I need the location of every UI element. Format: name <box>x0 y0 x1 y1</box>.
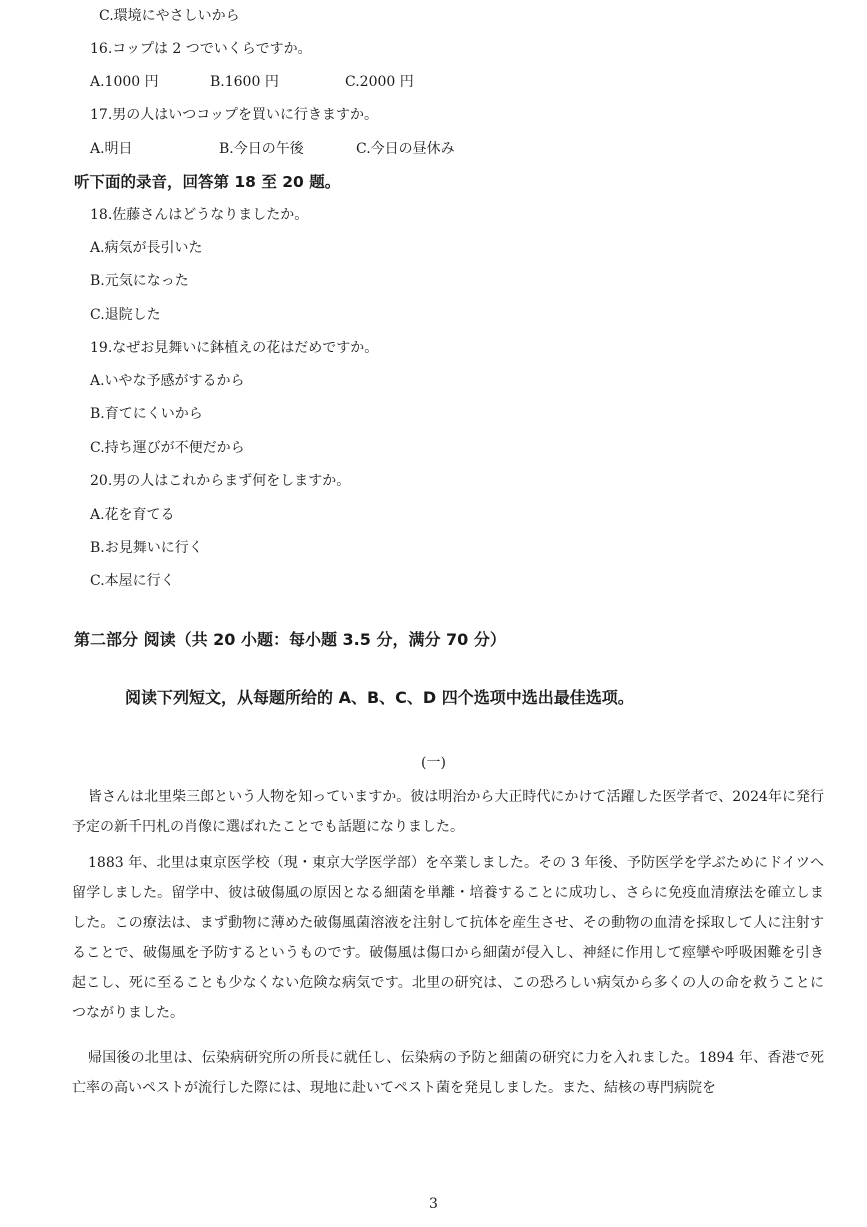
q18-option-c: C.退院した <box>90 307 161 323</box>
q18-stem: 18.佐藤さんはどうなりましたか。 <box>90 207 309 223</box>
q20-option-a: A.花を育てる <box>90 507 175 523</box>
passage-number: (一) <box>421 755 446 771</box>
q16-option-c: C.2000 円 <box>345 74 414 90</box>
paragraph-3: 帰国後の北里は、伝染病研究所の所長に就任し、伝染病の予防と細菌の研究に力を入れました。1894 年、香港で死亡率の高いペストが流行した際には、現地に赴いてペスト菌を発見しました。また、結核の専門病院を <box>72 1050 824 1096</box>
q15-option-c: C.環境にやさしいから <box>99 8 240 24</box>
q16-option-a: A.1000 円 <box>90 74 159 90</box>
q18-option-a: A.病気が長引いた <box>90 240 203 256</box>
q20-stem: 20.男の人はこれからまず何をしますか。 <box>90 473 351 489</box>
section-title: 第二部分 阅读（共 20 小题：每小题 3.5 分，满分 70 分） <box>74 630 506 649</box>
q17-option-c: C.今日の昼休み <box>356 141 455 157</box>
q19-option-c: C.持ち運びが不便だから <box>90 440 245 456</box>
paragraph-1: 皆さんは北里柴三郎という人物を知っていますか。彼は明治から大正時代にかけて活躍した医学者で、2024年に発行予定の新千円札の肖像に選ばれたことでも話題になりました。 <box>72 789 824 835</box>
paragraph-2: 1883 年、北里は東京医学校（現・東京大学医学部）を卒業しました。その 3 年後、予防医学を学ぶためにドイツへ留学しました。留学中、彼は破傷風の原因となる細菌を単離・培養することに成功し、さらに免疫血清療法を確立しました。この療法は、まず動物に薄めた破傷風菌溶液を注射して抗体を産生させ、その動物の血清を採取して人に注射することで、破傷風を予防するというものです。破傷風は傷口から細菌が侵入し、神経に作用して痙攣や呼吸困難を引き起こし、死に至ることも少なくない危険な病気です。北里の研究は、この恐ろしい病気から多くの人の命を救うことにつながりました。 <box>72 855 824 1021</box>
q17-stem: 17.男の人はいつコップを買いに行きますか。 <box>90 107 378 123</box>
q19-option-b: B.育てにくいから <box>90 406 203 422</box>
q20-option-b: B.お見舞いに行く <box>90 540 203 556</box>
page-number: 3 <box>429 1196 438 1212</box>
q16-option-b: B.1600 円 <box>210 74 279 90</box>
instruction-18-20: 听下面的录音，回答第 18 至 20 题。 <box>74 173 341 191</box>
q17-option-b: B.今日の午後 <box>219 141 304 157</box>
q20-option-c: C.本屋に行く <box>90 573 175 589</box>
q16-stem: 16.コップは 2 つでいくらですか。 <box>90 41 312 57</box>
q19-stem: 19.なぜお見舞いに鉢植えの花はだめですか。 <box>90 340 379 356</box>
q18-option-b: B.元気になった <box>90 273 189 289</box>
reading-instruction: 阅读下列短文，从每题所给的 A、B、C、D 四个选项中选出最佳选项。 <box>125 688 634 707</box>
q19-option-a: A.いやな予感がするから <box>90 373 245 389</box>
q17-option-a: A.明日 <box>90 141 133 157</box>
